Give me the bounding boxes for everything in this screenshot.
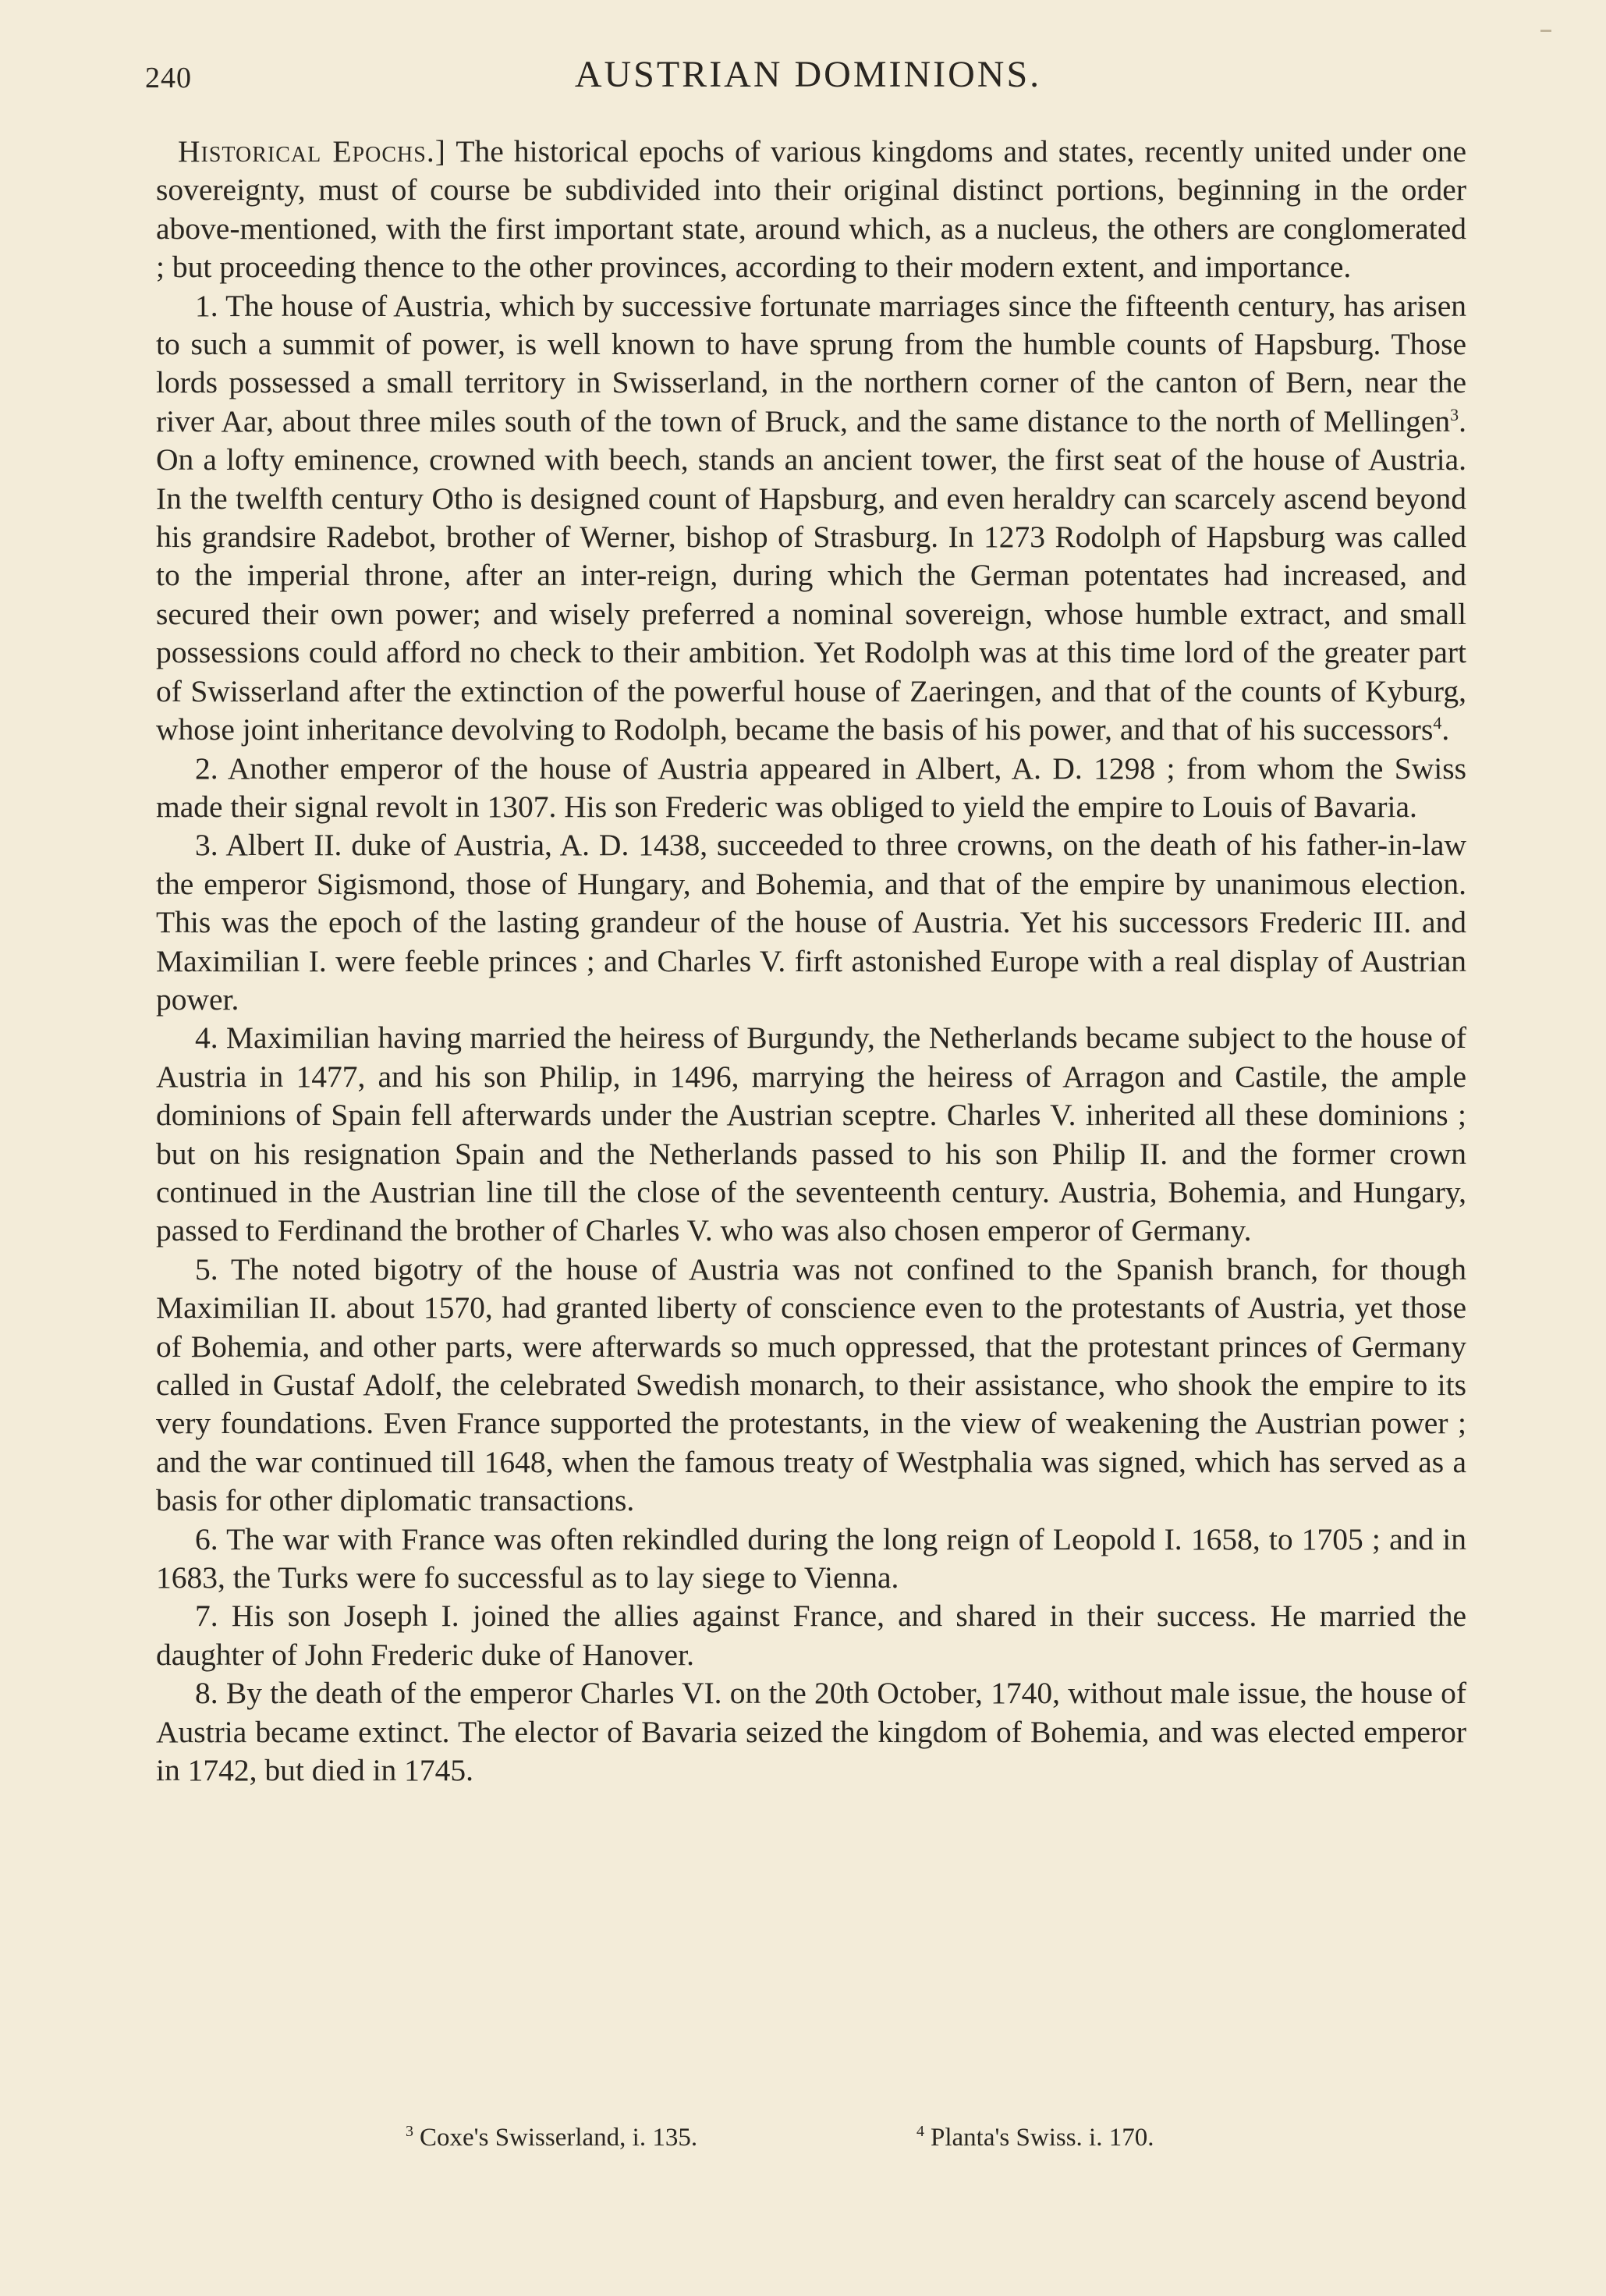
paragraph-1 [156, 287, 1466, 750]
footnote-ref-4: 4 [1433, 712, 1442, 733]
page-number: 240 [145, 62, 192, 94]
footnote-4-text: Planta's Swiss. i. 170. [931, 2124, 1154, 2152]
running-head [145, 53, 1471, 108]
paragraph-1-text-b: . On a lofty eminence, crowned with beech, stands an ancient tower, the first seat of the house of Austria. In the twelfth century Otho is designed count of Hapsburg, and even heraldry can scarcely ascend beyond his grandsire Radebot, brother of Werner, bishop of Strasburg. In 1273 Rodolph of Hapsburg was called to the imperial throne, after an inter-reign, during which the German potentates had increased, and secured their own power; and wisely preferred a nominal sovereign, whose humble extract, and small possessions could afford no check to their ambition. Yet Rodolph was at this time lord of the greater part of Swisserland after the extinction of the powerful house of Zaeringen, and that of the counts of Kyburg, whose joint inheritance devolving to Rodolph, became the basis of his power, and that of his successors [156, 403, 1466, 747]
footnote-3-mark: 3 [406, 2123, 413, 2140]
intro-paragraph [156, 133, 1466, 287]
paragraph-6: 6. The war with France was often rekindled during the long reign of Leopold I. 1658, to 1705 ; and in 1683, the Turks were fo successful as to lay siege to Vienna. [156, 1521, 1466, 1595]
footnotes [406, 2124, 1326, 2163]
intro-text: The historical epochs of various kingdoms and states, recently united under one sovereignty, must of course be subdivided into their original distinct portions, beginning in the order above-mentioned, with the first important state, around which, as a nucleus, the others are conglomerated ; but proceeding thence to the other provinces, according to their modern extent, and importance. [156, 134, 1466, 285]
paragraph-8: 8. By the death of the emperor Charles VI. on the 20th October, 1740, without male issue, the house of Austria became extinct. The elector of Bavaria seized the kingdom of Bohemia, and was elected emperor in 1742, but died in 1745. [156, 1676, 1466, 1788]
footnote-4-mark: 4 [916, 2123, 924, 2140]
footnote-4 [916, 2124, 1154, 2152]
paragraph-2: 2. Another emperor of the house of Austria appeared in Albert, A. D. 1298 ; from whom the Swiss made their signal revolt in 1307. His son Frederic was obliged to yield the empire to Louis of Bavaria. [156, 751, 1466, 824]
paragraph-1-text-c: . [1441, 712, 1450, 747]
paragraph-3: 3. Albert II. duke of Austria, A. D. 1438, succeeded to three crowns, on the death of his father-in-law the emperor Sigismond, those of Hungary, and Bohemia, and that of the empire by unanimous election. This was the epoch of the lasting grandeur of the house of Austria. Yet his successors Frederic III. and Maximilian I. were feeble princes ; and Charles V. firft astonished Europe with a real display of Austrian power. [156, 828, 1466, 1017]
paragraph-4: 4. Maximilian having married the heiress of Burgundy, the Netherlands became subject to the house of Austria in 1477, and his son Philip, in 1496, marrying the heiress of Arragon and Castile, the ample dominions of Spain fell afterwards under the Austrian sceptre. Charles V. inherited all these dominions ; but on his resignation Spain and the Netherlands passed to his son Philip II. and the former crown continued in the Austrian line till the close of the seventeenth century. Austria, Bohemia, and Hungary, passed to Ferdinand the brother of Charles V. who was also chosen emperor of Germany. [156, 1020, 1466, 1248]
page-speck [1540, 30, 1551, 32]
footnote-3-text: Coxe's Swisserland, i. 135. [420, 2124, 698, 2152]
footnote-ref-3: 3 [1450, 404, 1459, 424]
paragraph-7: 7. His son Joseph I. joined the allies against France, and shared in their success. He married the daughter of John Frederic duke of Hanover. [156, 1599, 1466, 1672]
footnote-3 [406, 2124, 697, 2152]
paragraph-1-text-a: 1. The house of Austria, which by successive fortunate marriages since the fifteenth century, has arisen to such a summit of power, is well known to have sprung from the humble counts of Hapsburg. Those lords possessed a small territory in Swisserland, in the northern corner of the canton of Bern, near the river Aar, about three miles south of the town of Bruck, and the same distance to the north of Mellingen [156, 288, 1466, 438]
running-title: AUSTRIAN DOMINIONS. [574, 54, 1042, 95]
side-heading: Historical Epochs.] [178, 134, 446, 169]
paragraph-5: 5. The noted bigotry of the house of Austria was not confined to the Spanish branch, for though Maximilian II. about 1570, had granted liberty of conscience even to the protestants of Austria, yet those of Bohemia, and other parts, were afterwards so much oppressed, that the protestant princes of Germany called in Gustaf Adolf, the celebrated Swedish monarch, to their assistance, who shook the empire to its very foundations. Even France supported the protestants, in the view of weakening the Austrian power ; and the war continued till 1648, when the famous treaty of Westphalia was signed, which has served as a basis for other diplomatic transactions. [156, 1251, 1466, 1518]
body-text [156, 133, 1466, 1790]
